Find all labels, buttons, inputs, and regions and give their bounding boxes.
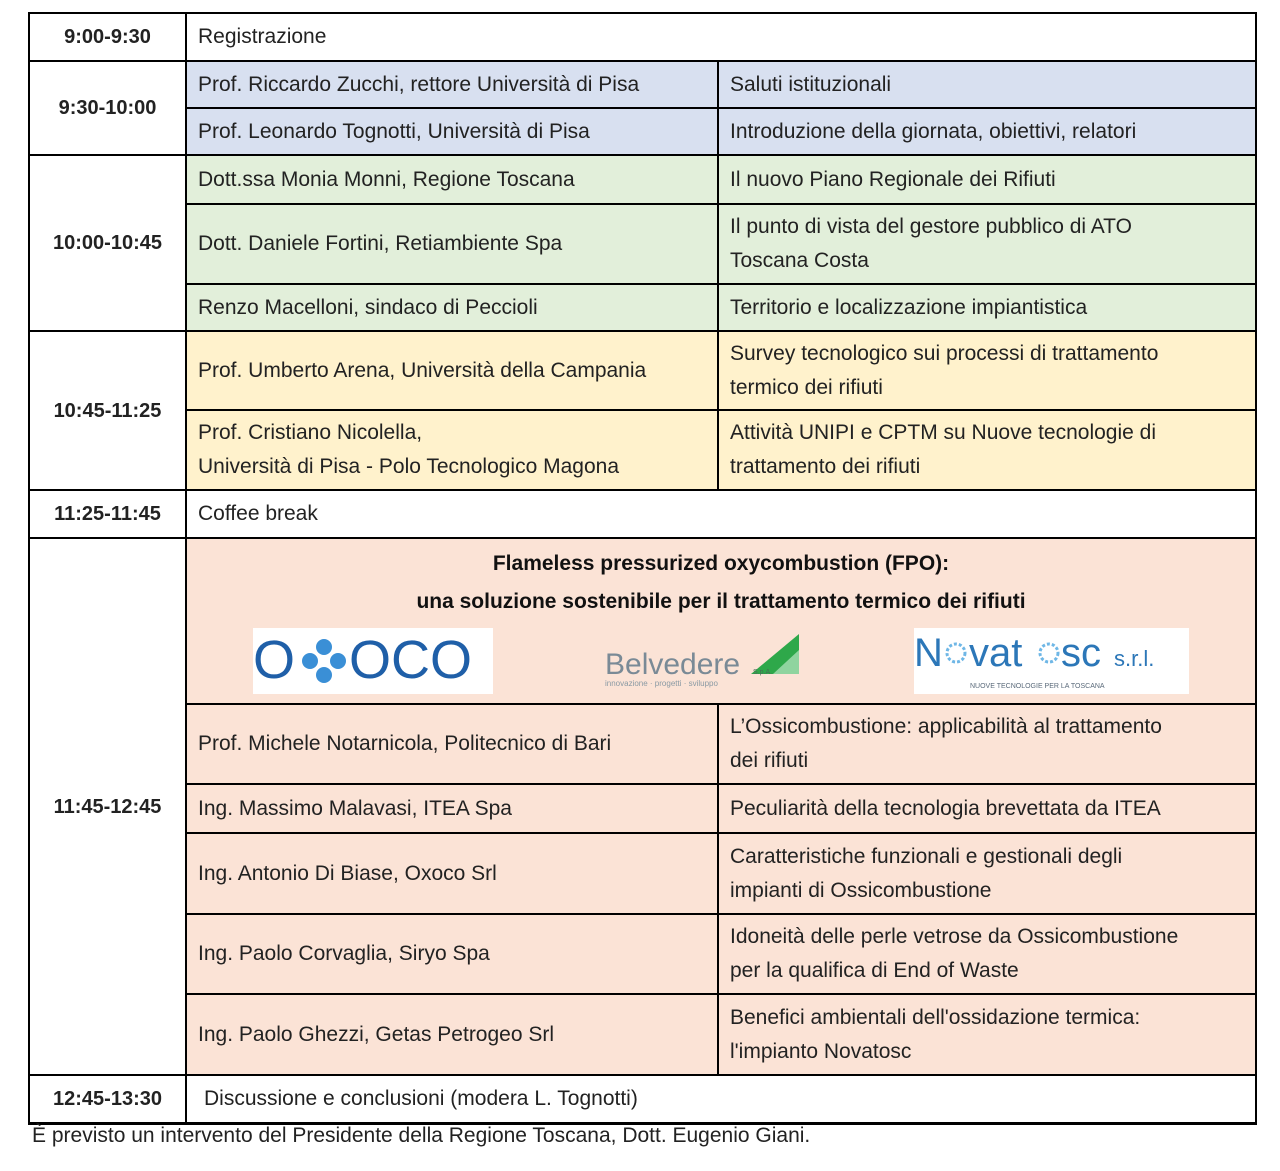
topic: Introduzione della giornata, obiettivi, relatori xyxy=(718,108,1256,155)
speaker: Dott.ssa Monia Monni, Regione Toscana xyxy=(186,155,718,204)
topic xyxy=(718,204,1256,284)
topic: Il nuovo Piano Regionale dei Rifiuti xyxy=(718,155,1256,204)
novatosc-gear-icon xyxy=(1040,644,1058,662)
topic-line: impianti di Ossicombustione xyxy=(730,878,992,902)
speaker: Prof. Leonardo Tognotti, Università di Pisa xyxy=(186,108,718,155)
agenda-row xyxy=(29,994,1256,1075)
time-slot: 10:00-10:45 xyxy=(29,155,186,331)
novatosc-logo xyxy=(914,628,1189,694)
topic: Territorio e localizzazione impiantistica xyxy=(718,284,1256,331)
topic-line: trattamento dei rifiuti xyxy=(730,455,921,478)
topic xyxy=(718,410,1256,490)
speaker xyxy=(186,410,718,490)
agenda-row xyxy=(29,331,1256,410)
topic-line: Il punto di vista del gestore pubblico di ATO xyxy=(730,215,1132,238)
topic-line: per la qualifica di End of Waste xyxy=(730,959,1019,982)
topic xyxy=(718,704,1256,784)
agenda-row xyxy=(29,410,1256,490)
footnote: È previsto un intervento del Presidente della Regione Toscana, Dott. Eugenio Giani. xyxy=(32,1124,811,1147)
oxoco-logo xyxy=(253,628,493,694)
topic-line: dei rifiuti xyxy=(730,749,809,772)
coffee-label: Coffee break xyxy=(186,490,1256,538)
registration-label: Registrazione xyxy=(186,13,1256,61)
topic: Peculiarità della tecnologia brevettata da ITEA xyxy=(718,784,1256,833)
agenda-row xyxy=(29,833,1256,914)
speaker: Ing. Paolo Corvaglia, Siryo Spa xyxy=(186,914,718,994)
novatosc-gear-icon xyxy=(947,644,965,662)
svg-text:OCO: OCO xyxy=(349,630,473,690)
novatosc-tagline: NUOVE TECNOLOGIE PER LA TOSCANA xyxy=(969,683,1105,690)
topic-line: Benefici ambientali dell'ossidazione termica: xyxy=(730,1005,1141,1029)
time-slot: 9:00-9:30 xyxy=(29,13,186,61)
fpo-title-line: una soluzione sostenibile per il trattamento termico dei rifiuti xyxy=(416,590,1026,613)
novatosc-suffix: s.r.l. xyxy=(1113,646,1155,671)
oxoco-logo-text: O xyxy=(253,630,296,690)
speaker: Prof. Riccardo Zucchi, rettore Università di Pisa xyxy=(186,61,718,108)
speaker: Renzo Macelloni, sindaco di Peccioli xyxy=(186,284,718,331)
closing-label: Discussione e conclusioni (modera L. Tognotti) xyxy=(186,1075,1256,1123)
coffee-row xyxy=(29,490,1256,538)
belvedere-logo xyxy=(603,628,803,694)
agenda-row xyxy=(29,284,1256,331)
fpo-title-line: Flameless pressurized oxycombustion (FPO): xyxy=(492,552,950,575)
speaker-line: Università di Pisa - Polo Tecnologico Magona xyxy=(198,455,620,478)
fpo-header xyxy=(186,538,1256,704)
closing-row xyxy=(29,1075,1256,1123)
speaker: Prof. Michele Notarnicola, Politecnico di Bari xyxy=(186,704,718,784)
agenda-row xyxy=(29,155,1256,204)
time-slot: 12:45-13:30 xyxy=(29,1075,186,1123)
speaker: Ing. Antonio Di Biase, Oxoco Srl xyxy=(186,833,718,914)
topic-line: Survey tecnologico sui processi di trattamento xyxy=(730,341,1159,365)
speaker: Dott. Daniele Fortini, Retiambiente Spa xyxy=(186,204,718,284)
speaker: Prof. Umberto Arena, Università della Campania xyxy=(186,331,718,410)
svg-text:sc: sc xyxy=(1060,631,1101,675)
topic-line: termico dei rifiuti xyxy=(730,375,883,399)
topic-line: Idoneità delle perle vetrose da Ossicombustione xyxy=(730,925,1179,948)
belvedere-suffix: S.p.A. xyxy=(753,669,773,676)
registration-row xyxy=(29,13,1256,61)
agenda-row xyxy=(29,61,1256,108)
belvedere-tagline: innovazione · progetti · sviluppo xyxy=(605,679,719,688)
topic xyxy=(718,914,1256,994)
topic: Saluti istituzionali xyxy=(718,61,1256,108)
belvedere-name: Belvedere xyxy=(605,648,741,681)
agenda-row xyxy=(29,914,1256,994)
speaker: Ing. Massimo Malavasi, ITEA Spa xyxy=(186,784,718,833)
time-slot: 11:25-11:45 xyxy=(29,490,186,538)
svg-text:N: N xyxy=(913,631,943,675)
topic-line: l'impianto Novatosc xyxy=(730,1039,912,1063)
speaker: Ing. Paolo Ghezzi, Getas Petrogeo Srl xyxy=(186,994,718,1075)
topic-line: Toscana Costa xyxy=(730,249,869,272)
agenda-row xyxy=(29,784,1256,833)
topic-line: L’Ossicombustione: applicabilità al trattamento xyxy=(730,715,1162,738)
fpo-header-row xyxy=(29,538,1256,704)
topic xyxy=(718,994,1256,1075)
time-slot: 10:45-11:25 xyxy=(29,331,186,490)
agenda-row xyxy=(29,108,1256,155)
time-slot: 11:45-12:45 xyxy=(29,538,186,1075)
agenda-row xyxy=(29,704,1256,784)
topic-line: Caratteristiche funzionali e gestionali degli xyxy=(730,844,1123,868)
speaker-line: Prof. Cristiano Nicolella, xyxy=(198,421,423,444)
topic-line: Attività UNIPI e CPTM su Nuove tecnologie di xyxy=(730,421,1157,444)
agenda-row xyxy=(29,204,1256,284)
topic xyxy=(718,331,1256,410)
time-slot: 9:30-10:00 xyxy=(29,61,186,155)
sponsor-logos xyxy=(198,623,1244,699)
topic xyxy=(718,833,1256,914)
svg-text:vat: vat xyxy=(968,631,1023,675)
oxoco-molecule-icon xyxy=(302,639,346,683)
program-table xyxy=(28,12,1257,1125)
